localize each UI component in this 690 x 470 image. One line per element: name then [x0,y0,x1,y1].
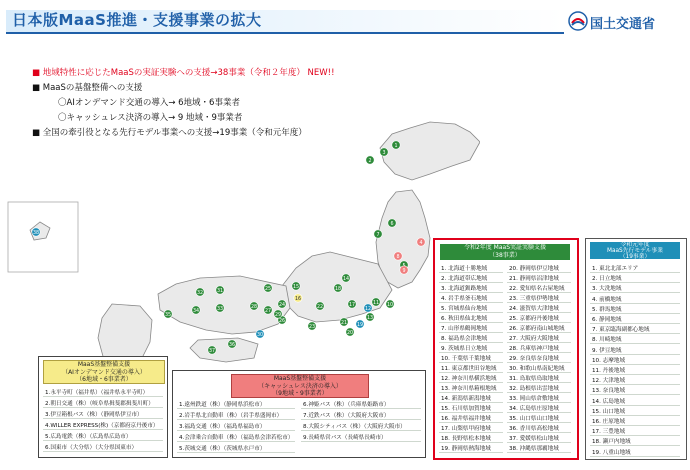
map-marker-label: 9 [402,268,406,274]
map-marker-label: 34 [192,308,200,314]
green-right-item-label: 29. 奈良県奈良地域 [509,356,559,362]
green-right-row [507,293,571,303]
map-marker-label: 31 [216,288,224,294]
blue-item-label: 16. 庄原地域 [592,419,626,425]
pink-right-item-label: 6.神姫バス（株）（兵庫県姫路市） [303,402,390,408]
green-left-row [439,423,503,433]
panel-pioneer-model-header [590,242,680,259]
green-left-item-label: 8. 福島県会津地域 [441,336,488,342]
blue-item-label: 19. 八重山地域 [592,449,631,456]
green-left-row [439,263,503,273]
green-right-item-label: 26. 京都府南山城地域 [509,326,565,332]
green-right-item-label: 38. 沖縄県那覇地域 [509,446,559,452]
green-right-row [507,263,571,273]
org-name: 国土交通省 [590,17,656,32]
blue-row [590,304,680,314]
green-left-row [439,413,503,423]
green-left-row [439,303,503,313]
green-left-row [439,433,503,443]
blue-row [590,263,680,273]
panel-yellow-title-2: （AIオンデマンド交通の導入） [62,368,146,376]
panel-cashless [172,370,426,458]
map-marker-label: 1 [394,143,398,149]
green-left-row [439,313,503,323]
map-marker-label: 13 [366,315,374,321]
panel-pink-title-2: （キャッシュレス決済の導入） [258,382,342,390]
map-marker-label: 23 [308,324,316,330]
pink-left-item-label: 2.岩手県北自動車（株）（岩手県盛岡市） [179,413,283,419]
green-left-item-label: 12. 神奈川県横浜地域 [441,376,497,382]
blue-item-label: 13. 奈良地域 [592,388,626,395]
blue-item-label: 4. 前橋地域 [592,296,622,303]
hokkaido-shape [380,122,480,180]
map-marker-label: 2 [368,158,372,164]
green-right-row [507,403,571,413]
green-right-row [507,343,571,353]
pink-left-item-label: 5.茨城交通（株）（茨城県水戸市） [179,446,266,452]
green-right-row [507,443,571,453]
panel-ai-ondemand-header [43,360,165,384]
blue-row [590,345,680,355]
panel-blue-title-2: MaaS先行モデル事業 [606,248,664,254]
map-marker-label: 29 [274,312,282,318]
map-marker-label: 16 [294,296,302,302]
pink-right-row [301,410,421,420]
green-right-item-label: 20. 静岡県伊豆地域 [509,266,559,272]
map-marker-label: 12 [364,306,372,312]
yellow-item-label: 6.国東市（大分県）（大分県国東市） [45,445,138,451]
green-right-row [507,273,571,283]
pink-right-item-label: 7.近鉄バス（株）（大阪府大阪市） [303,413,390,419]
map-marker-label: 28 [250,304,258,310]
pink-right-item-label: 8.大阪シティバス（株）（大阪府大阪市） [303,424,406,430]
green-right-row [507,283,571,293]
green-right-item-label: 25. 京都府丹後地域 [509,316,559,322]
blue-row [590,426,680,436]
green-right-row [507,413,571,423]
bullet-5: ■ 全国の牽引役となる先行モデル事業への支援→19事業（令和元年度） [32,128,307,138]
bullet-1: ■ 地域特性に応じたMaaSの実証実験への支援→38事業（令和２年度） NEW!! [32,68,335,78]
green-left-item-label: 14. 新潟県新潟地域 [441,396,491,402]
map-marker-label: 25 [264,286,272,292]
map-marker-label: 11 [372,300,380,306]
map-marker-label: 7 [376,232,380,238]
green-left-row [439,343,503,353]
green-right-item-label: 24. 滋賀県大津地域 [509,306,559,312]
blue-item-label: 5. 群馬地域 [592,306,622,313]
map-marker-label: 22 [316,304,324,310]
green-left-item-label: 17. 山梨県甲府地域 [441,426,491,432]
green-right-item-label: 37. 愛媛県松山地域 [509,436,559,442]
map-marker-label: 10 [386,302,394,308]
summary-bullets [32,66,334,141]
bullet-3: 〇AIオンデマンド交通の導入→ 6地域・6事業者 [58,98,240,108]
blue-item-label: 2. 日立地域 [592,276,622,283]
map-marker-label: 20 [346,330,354,336]
green-left-row [439,273,503,283]
map-marker-label: 38 [32,230,40,236]
pink-left-row [177,421,295,431]
green-left-item-label: 3. 北海道釧路地域 [441,286,488,292]
map-marker-label: 17 [348,302,356,308]
yellow-row [43,387,163,397]
green-left-item-label: 1. 北海道十勝地域 [441,266,488,272]
map-marker-label: 18 [334,286,342,292]
green-right-row [507,383,571,393]
green-left-item-label: 9. 茨城県日立地域 [441,346,488,352]
green-left-row [439,333,503,343]
yellow-row [43,420,163,430]
green-left-item-label: 16. 福井県福井地域 [441,416,491,422]
panel-pink-title-3: （9地域・9事業者） [272,390,328,397]
green-left-item-label: 5. 宮城県仙台地域 [441,306,488,312]
green-left-item-label: 7. 山形県鶴岡地域 [441,326,488,332]
map-marker-label: 30 [256,332,264,338]
green-right-row [507,363,571,373]
green-right-row [507,373,571,383]
green-left-item-label: 11. 東京都世田谷地域 [441,366,497,372]
bullet-4: 〇キャッシュレス決済の導入→ 9 地域・9事業者 [58,113,243,123]
pink-right-item-label: 9.長崎県営バス（長崎県長崎市） [303,435,387,441]
blue-row [590,294,680,304]
green-right-item-label: 30. 和歌山県南紀地域 [509,366,565,372]
green-left-row [439,373,503,383]
green-left-item-label: 10. 千葉県千葉地域 [441,356,491,362]
map-marker-label: 19 [356,322,364,328]
blue-item-label: 14. 広島地域 [592,398,626,405]
blue-row [590,375,680,385]
blue-item-label: 6. 静岡地域 [592,317,622,323]
panel-maas-demo [433,238,579,460]
green-right-item-label: 36. 香川県高松地域 [509,426,559,432]
map-marker-label: 3 [382,150,386,156]
map-marker-label: 27 [264,308,272,314]
green-right-item-label: 31. 鳥取県鳥取地域 [509,376,559,382]
green-left-item-label: 13. 神奈川県箱根地域 [441,386,497,392]
map-marker-label: 37 [208,348,216,354]
blue-row [590,273,680,283]
green-right-row [507,303,571,313]
panel-pioneer-model [585,238,687,460]
green-left-row [439,283,503,293]
yellow-item-label: 4.WILLER EXPRESS(株)（京都府京丹後市） [45,423,159,429]
map-marker-label: 8 [396,254,400,260]
panel-yellow-title-3: （6地域・6事業者） [76,376,132,383]
blue-row [590,314,680,324]
green-left-row [439,363,503,373]
green-left-row [439,293,503,303]
map-marker-label: 21 [340,320,348,326]
blue-item-label: 18. 瀬戸内地域 [592,439,631,446]
panel-green-title-2: （38事業） [489,252,521,259]
page-title: 日本版MaaS推進・支援事業の拡大 [12,11,262,29]
pink-right-row [301,432,421,442]
blue-row [590,355,680,365]
pink-right-row [301,421,421,431]
map-marker-label: 15 [292,284,300,290]
green-right-row [507,353,571,363]
blue-item-label: 10. 志摩地域 [592,357,626,364]
green-left-item-label: 18. 長野県松本地域 [441,436,491,442]
green-right-item-label: 23. 三重県伊勢地域 [509,296,559,302]
green-right-row [507,313,571,323]
yellow-row [43,409,163,419]
pink-left-row [177,432,295,442]
green-left-row [439,393,503,403]
green-right-item-label: 27. 大阪府大阪地域 [509,336,559,342]
green-left-item-label: 6. 秋田県仙北地域 [441,316,488,322]
blue-item-label: 11. 丹後地域 [592,368,626,374]
yellow-item-label: 3.伊豆箱根バス（株）（静岡県伊豆市） [45,412,143,418]
panel-green-title-1: 令和2年度 MaaS実証実験支援 [463,244,547,251]
panel-cashless-header [231,374,369,398]
blue-item-label: 7. 東京臨海副都心地域 [592,327,650,334]
blue-item-label: 12. 大津地域 [592,378,626,385]
green-right-row [507,323,571,333]
blue-row [590,416,680,426]
blue-row [590,385,680,395]
green-right-item-label: 34. 広島県庄原地域 [509,406,559,412]
green-right-item-label: 33. 岡山県倉敷地域 [509,396,559,402]
blue-row [590,365,680,375]
panel-blue-title-1: 令和元年度 [620,242,650,248]
map-marker-label: 36 [228,342,236,348]
green-left-row [439,353,503,363]
map-marker-label: 14 [342,276,350,282]
bullet-2: ■ MaaSの基盤整備への支援 [32,83,143,93]
panel-ai-ondemand [38,356,168,458]
pink-left-item-label: 1.遠州鉄道（株）（静岡県浜松市） [179,402,266,408]
green-right-item-label: 35. 山口県山口地域 [509,416,559,422]
green-right-row [507,423,571,433]
green-left-item-label: 19. 静岡県熱海地域 [441,446,491,452]
yellow-row [43,398,163,408]
green-left-item-label: 15. 石川県加賀地域 [441,406,491,412]
yellow-row [43,431,163,441]
blue-row [590,283,680,293]
map-marker-label: 24 [278,302,286,308]
green-left-row [439,403,503,413]
green-left-row [439,323,503,333]
blue-row [590,334,680,344]
map-marker-label: 6 [390,221,394,227]
green-right-item-label: 28. 兵庫県神戸地域 [509,346,559,352]
mlit-logo-icon [568,11,588,31]
green-left-row [439,383,503,393]
yellow-item-label: 2.朝日交通（株）（岐阜県揖斐郡揖斐川町） [45,401,154,407]
map-marker-label: 33 [216,306,224,312]
pink-left-item-label: 4.会津乗合自動車（株）（福島県会津若松市） [179,435,294,441]
green-right-item-label: 21. 静岡県沼津地域 [509,276,559,282]
green-right-item-label: 22. 愛知県名古屋地域 [509,286,565,292]
green-right-item-label: 32. 島根県出雲地域 [509,386,559,392]
blue-item-label: 17. 三豊地域 [592,429,626,436]
green-right-row [507,333,571,343]
blue-item-label: 1. 東北北部エリア [592,266,639,272]
map-marker-label: 32 [196,290,204,296]
pink-left-row [177,399,295,409]
yellow-item-label: 1.永平寺町（福井県）（福井県永平寺町） [45,390,149,396]
map-marker-label: 4 [419,240,423,246]
yellow-item-label: 5.広島電鉄（株）（広島県広島市） [45,434,132,440]
panel-yellow-title-1: MaaS基盤整備支援 [77,361,131,368]
green-right-row [507,433,571,443]
map-marker-label: 26 [278,318,286,324]
green-left-item-label: 2. 北海道帯広地域 [441,276,488,282]
blue-row [590,436,680,446]
pink-right-row [301,399,421,409]
blue-row [590,324,680,334]
shikoku-shape [190,338,258,362]
blue-row [590,406,680,416]
pink-left-row [177,410,295,420]
panel-blue-title-3: （19事業） [619,254,651,260]
panel-maas-demo-header [440,244,570,260]
map-marker-label: 35 [164,312,172,318]
blue-item-label: 9. 伊豆地域 [592,347,622,354]
blue-item-label: 3. 大洗地域 [592,286,622,293]
green-right-row [507,393,571,403]
blue-row [590,447,680,457]
pink-left-row [177,443,295,453]
blue-item-label: 8. 川崎地域 [592,337,622,344]
green-left-item-label: 4. 岩手県釜石地域 [441,296,488,302]
blue-row [590,396,680,406]
yellow-row [43,442,163,452]
green-left-row [439,443,503,453]
pink-left-item-label: 3.福島交通（株）（福島県福島市） [179,424,266,430]
blue-item-label: 15. 山口地域 [592,408,626,415]
panel-pink-title-1: MaaS基盤整備支援 [273,375,327,382]
